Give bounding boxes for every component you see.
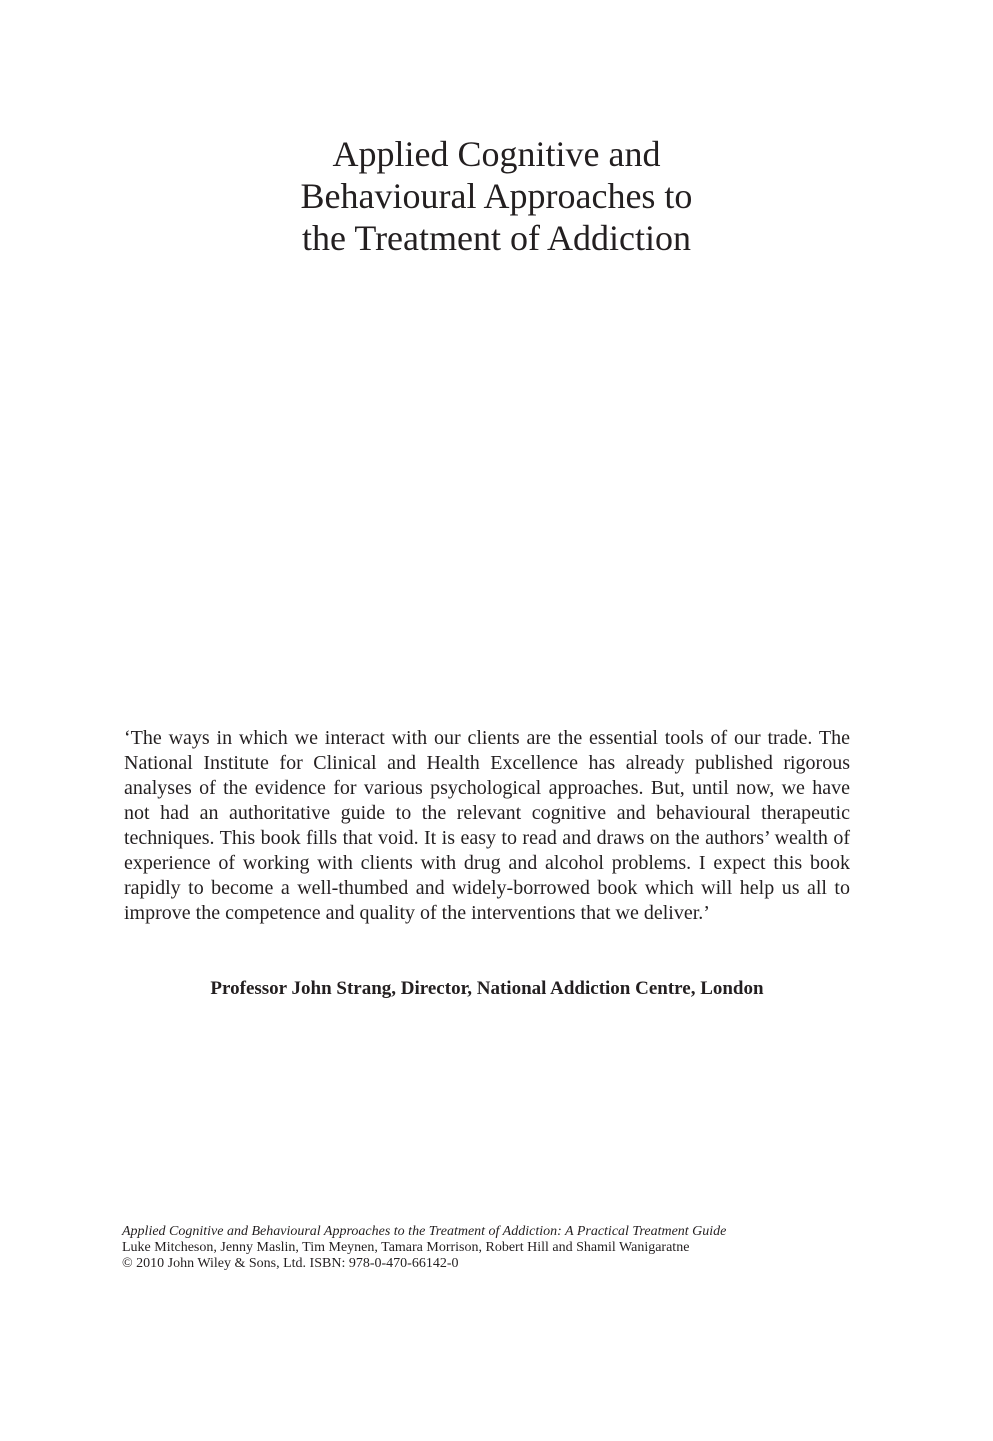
endorsement-quote: ‘The ways in which we interact with our clients are the essential tools of our trade. The National Institute for Clinical and Health Excellence has already published rigorous analyses of the evidence for various psychological approaches. But, until now, we have not had an authoritative guide to the relevant cognitive and behavioural therapeutic techniques. This book fills that void. It is easy to read and draws on the authors’ wealth of experience of working with clients with drug and alcohol problems. I expect this book rapidly to become a well-thumbed and widely-borrowed book which will help us all to improve the competence and quality of the interventions that we deliver.’ [124, 727, 850, 924]
footer-authors: Luke Mitcheson, Jenny Maslin, Tim Meynen, Tamara Morrison, Robert Hill and Shamil Wanigaratne [122, 1240, 690, 1255]
title-line-1: Applied Cognitive and [332, 134, 661, 174]
endorsement-attribution: Professor John Strang, Director, National Addiction Centre, London [210, 978, 764, 999]
footer-copyright: © 2010 John Wiley & Sons, Ltd. ISBN: 978-0-470-66142-0 [122, 1256, 459, 1271]
title-line-3: the Treatment of Addiction [302, 218, 691, 258]
copyright-footer [122, 1224, 882, 1272]
book-title-heading [0, 133, 993, 259]
footer-book-title: Applied Cognitive and Behavioural Approaches to the Treatment of Addiction: A Practical Treatment Guide [122, 1224, 727, 1239]
title-line-2: Behavioural Approaches to [300, 176, 693, 216]
